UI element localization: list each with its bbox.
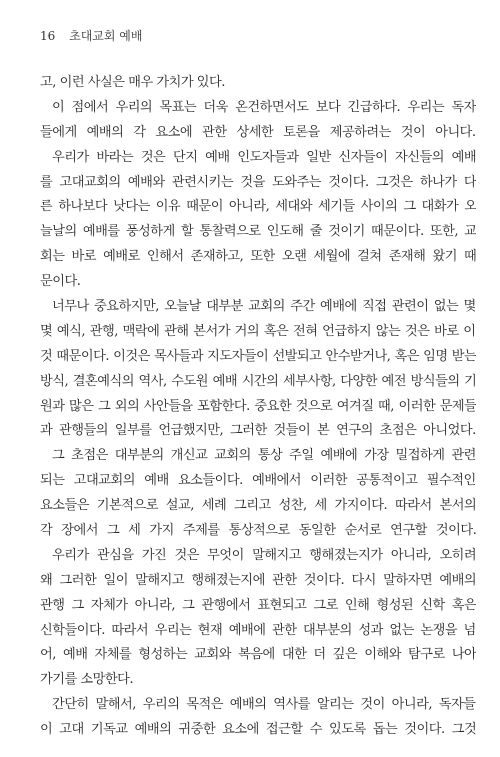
text-line: 원과 많은 그 외의 사안들을 포함한다. 중요한 것으로 여겨질 때, 이러한 문제들: [40, 398, 476, 414]
text-line: 이 고대 기독교 예배의 귀중한 요소에 접근할 수 있도록 돕는 것이다. 그것: [40, 722, 476, 738]
text-line: 어, 예배 자체를 형성하는 교회와 복음에 대한 더 깊은 이해와 탐구로 나아: [40, 647, 476, 663]
page-number: 16: [40, 29, 56, 43]
text-line: 우리가 바라는 것은 단지 예배 인도자들과 일반 신자들이 자신들의 예배: [52, 149, 476, 165]
text-line: 들에게 예배의 각 요소에 관한 상세한 토론을 제공하려는 것이 아니다.: [40, 124, 476, 140]
text-line: 를 고대교회의 예배와 관련시키는 것을 도와주는 것이다. 그것은 하나가 다: [40, 174, 476, 190]
text-line: 늘날의 예배를 풍성하게 할 통찰력으로 인도해 줄 것이기 때문이다. 또한, 교: [40, 224, 476, 240]
text-line: 너무나 중요하지만, 오늘날 대부분 교회의 주간 예배에 직접 관련이 없는 몇: [52, 299, 476, 315]
text-line: 회는 바로 예배로 인해서 존재하고, 또한 오랜 세월에 걸쳐 존재해 왔기 때: [40, 249, 476, 265]
text-line: 방식, 결혼예식의 역사, 수도원 예배 시간의 세부사항, 다양한 예전 방식들의 기: [40, 373, 476, 389]
text-line: 몇 예식, 관행, 맥락에 관해 본서가 거의 혹은 전혀 언급하지 않는 것은 바로 이: [40, 323, 476, 339]
text-line: 과 관행들의 일부를 언급했지만, 그러한 것들이 본 연구의 초점은 아니었다.: [40, 423, 476, 439]
text-line: 문이다.: [40, 274, 81, 290]
text-line: 되는 고대교회의 예배 요소들이다. 예배에서 이러한 공통적이고 필수적인: [40, 473, 476, 489]
text-line: 왜 그러한 일이 말해지고 행해졌는지에 관한 것이다. 다시 말하자면 예배의: [40, 572, 476, 588]
text-line: 관행 그 자체가 아니라, 그 관행에서 표현되고 그로 인해 형성된 신학 혹은: [40, 597, 476, 613]
text-line: 이 점에서 우리의 목표는 더욱 온건하면서도 보다 긴급하다. 우리는 독자: [52, 99, 476, 115]
running-head: [40, 27, 142, 44]
text-line: 우리가 관심을 가진 것은 무엇이 말해지고 행해졌는지가 아니라, 오히려: [52, 547, 476, 563]
text-line: 간단히 말해서, 우리의 목적은 예배의 역사를 알리는 것이 아니라, 독자들: [52, 697, 476, 713]
text-line: 른 하나보다 낫다는 이유 때문이 아니라, 세대와 세기들 사이의 그 대화가 오: [40, 199, 476, 215]
text-line: 고, 이런 사실은 매우 가치가 있다.: [40, 75, 225, 90]
text-line: 요소들은 기본적으로 설교, 세례 그리고 성찬, 세 가지이다. 따라서 본서의: [40, 498, 476, 514]
body-text: [40, 71, 476, 743]
text-line: 것 때문이다. 이것은 목사들과 지도자들이 선발되고 안수받거나, 혹은 임명 받는: [40, 348, 476, 364]
book-title: 초대교회 예배: [69, 29, 143, 43]
text-line: 각 장에서 그 세 가지 주제를 통상적으로 동일한 순서로 연구할 것이다.: [40, 523, 476, 539]
text-line: 그 초점은 대부분의 개신교 교회의 통상 주일 예배에 가장 밀접하게 관련: [52, 448, 476, 464]
text-line: 가기를 소망한다.: [40, 672, 134, 688]
text-line: 신학들이다. 따라서 우리는 현재 예배에 관한 대부분의 성과 없는 논쟁을 넘: [40, 622, 476, 638]
